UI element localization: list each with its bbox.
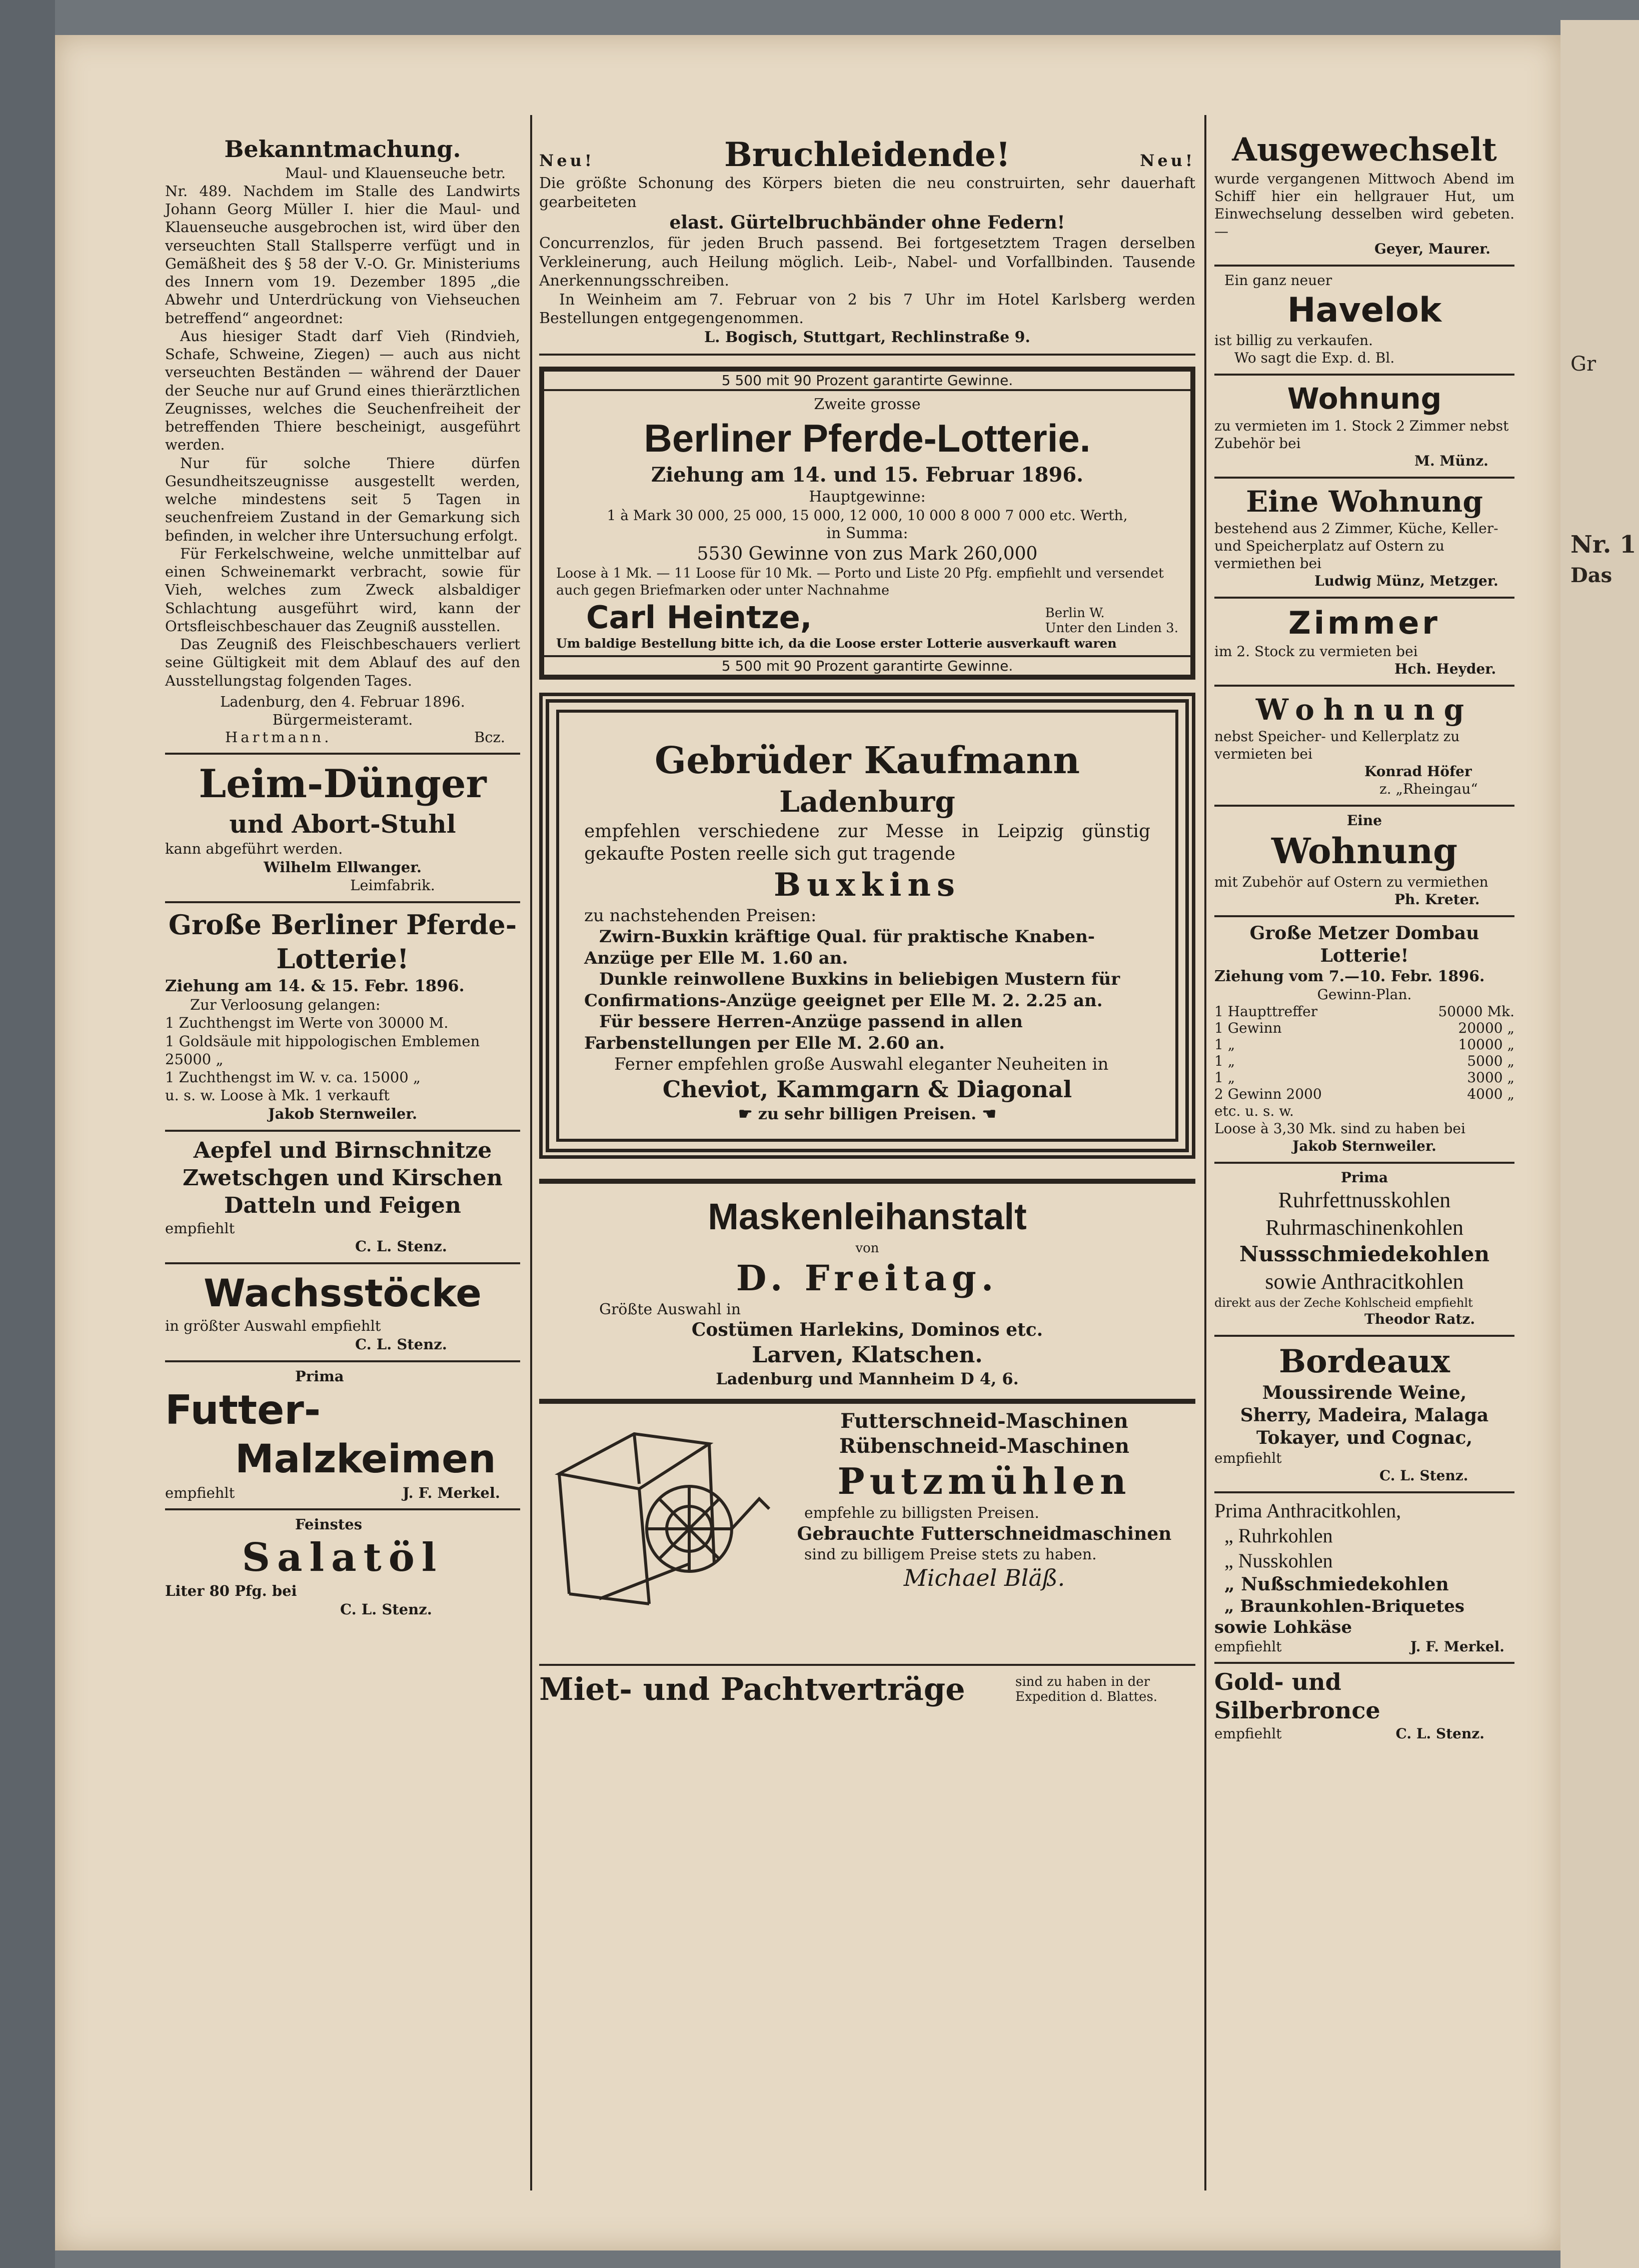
lottery-subhead: Hauptgewinne:	[809, 488, 926, 506]
ad-firm: Leimfabrik.	[350, 876, 435, 894]
ad-cheap: zu sehr billigen Preisen.	[758, 1104, 977, 1124]
ad-title: Leim-Dünger	[199, 761, 487, 807]
notice-signer: Hartmann.	[225, 729, 332, 746]
ad-name: J. F. Merkel.	[1410, 1638, 1504, 1655]
lottery-total: 5530 Gewinne von zus Mark 260,000	[697, 544, 1038, 564]
wohnung-ad-3	[1214, 687, 1514, 807]
ad-title: Zwetschgen und Kirschen	[183, 1165, 503, 1191]
ad-text: Eine	[1346, 812, 1382, 829]
ad-text: zu nachstehenden Preisen:	[584, 905, 817, 926]
column-right	[1214, 115, 1514, 1742]
ad-text: sowie Lohkäse	[1214, 1617, 1352, 1637]
ad-title: Ruhrfettnusskohlen	[1278, 1188, 1451, 1212]
ad-text: Concurrenzlos, für jeden Bruch passend. Bei fortgesetztem Tragen derselben Verkleinerung, auch Heilung möglich. Leib-, Nabel- und Vorfallbinden. Tausende Anerkennungsschreiben.	[539, 235, 1195, 290]
prize-value: 3000 „	[1467, 1069, 1514, 1086]
ad-title: Nussschmiedekohlen	[1239, 1242, 1490, 1266]
ad-title: Ruhrmaschinenkohlen	[1265, 1215, 1463, 1240]
lottery-street: Unter den Linden 3.	[1045, 620, 1178, 636]
ad-name: M. Münz.	[1414, 452, 1488, 469]
pointing-hand-icon: ☛	[738, 1104, 758, 1124]
ad-text: kann abgeführt werden.	[165, 840, 343, 858]
ad-subtitle: elast. Gürtelbruchbänder ohne Federn!	[669, 212, 1065, 233]
notice-paragraph: Aus hiesiger Stadt darf Vieh (Rindvieh, Schafe, Schweine, Ziegen) — auch aus nicht verseuchten Beständen — während der Dauer der Seuche nur auf Grund eines thierärztlichen Zeugnisses, welches die Seuchenfreiheit der betreffenden Thiere bescheinigt, ausgeführt werden.	[165, 327, 520, 454]
silberbronce-ad	[1214, 1664, 1514, 1742]
prize-value: 10000 „	[1458, 1036, 1514, 1053]
ad-fabrics: Cheviot, Kammgarn & Diagonal	[662, 1075, 1072, 1103]
ad-text: „ Ruhrkohlen	[1224, 1524, 1333, 1547]
ad-text: empfehlen verschiedene zur Messe in Leipzig günstig gekaufte Posten reelle sich gut tragende	[584, 821, 1150, 864]
ad-name: C. L. Stenz.	[355, 1238, 447, 1255]
wohnung-ad-1	[1214, 376, 1514, 479]
wohnung-ad-4	[1214, 807, 1514, 917]
ad-name: Michael Bläß.	[903, 1564, 1065, 1592]
ad-title: Rübenschneid-Maschinen	[839, 1434, 1130, 1458]
ad-text: Tokayer, und Cognac,	[1256, 1427, 1473, 1448]
column-left	[165, 115, 520, 1618]
ad-draw: Ziehung vom 7.—10. Febr. 1896.	[1214, 967, 1485, 985]
ad-title: Aepfel und Birnschnitze	[193, 1137, 492, 1163]
prize-label: 1 „	[1214, 1036, 1235, 1053]
ad-text: Die größte Schonung des Körpers bieten die neu construirten, sehr dauerhaft gearbeiteten	[539, 175, 1195, 211]
ad-title: Wachsstöcke	[204, 1271, 482, 1316]
fragment-text: Gr	[1570, 353, 1596, 376]
ad-title: Malzkeimen	[235, 1437, 496, 1482]
ad-price-item: Für bessere Herren-Anzüge passend in allen Farbenstellungen per Elle M. 2.60 an.	[584, 1012, 1023, 1053]
ad-text: u. s. w. Loose à Mk. 1 verkauft	[165, 1087, 390, 1104]
fragment-text: Nr. 1	[1570, 531, 1636, 559]
ad-text: nebst Speicher- und Kellerplatz zu vermieten bei	[1214, 728, 1460, 762]
ad-text: Costümen Harlekins, Dominos etc.	[691, 1319, 1043, 1341]
ad-neu: Neu!	[1140, 151, 1195, 170]
ad-prima: Prima	[1340, 1169, 1388, 1186]
ad-text: direkt aus der Zeche Kohlscheid empfiehlt	[1214, 1295, 1473, 1310]
ad-name: J. F. Merkel.	[402, 1484, 500, 1501]
prize-value: 20000 „	[1458, 1020, 1514, 1036]
lottery-text: Loose à 1 Mk. — 11 Loose für 10 Mk. — Porto und Liste 20 Pfg. empfiehlt und versendet auch gegen Briefmarken oder unter Nachnahme	[556, 566, 1164, 598]
notice-title: Bekanntmachung.	[224, 136, 461, 163]
ad-subtitle: und Abort-Stuhl	[229, 809, 456, 839]
ad-text: 1 Zuchthengst im W. v. ca. 15000 „	[165, 1069, 421, 1086]
ad-text: In Weinheim am 7. Februar von 2 bis 7 Uhr im Hotel Karlsberg werden Bestellungen entgegengenommen.	[539, 291, 1195, 327]
prize-row	[1214, 1069, 1514, 1086]
ad-name: C. L. Stenz.	[355, 1335, 447, 1353]
ad-footer	[1214, 1638, 1514, 1655]
ad-title: Bordeaux	[1278, 1342, 1450, 1380]
ad-text: „ Nußschmiedekohlen	[1224, 1573, 1449, 1595]
column-rule	[530, 115, 532, 2190]
ad-name: C. L. Stenz.	[340, 1600, 432, 1618]
ad-price-item: Dunkle reinwollene Buxkins in beliebigen Mustern für Confirmations-Anzüge geeignet per Elle M. 2. 2.25 an.	[584, 969, 1120, 1011]
maschinen-text	[774, 1409, 1194, 1593]
ad-text: Sherry, Madeira, Malaga	[1240, 1404, 1489, 1426]
ad-title: Große Metzer Dombau Lotterie!	[1249, 922, 1479, 966]
ad-title: Futter-	[165, 1387, 321, 1433]
ad-name: Konrad Höfer	[1364, 763, 1472, 780]
lottery-banner: 5 500 mit 90 Prozent garantirte Gewinne.	[544, 372, 1190, 391]
ad-name: Theodor Ratz.	[1364, 1310, 1475, 1327]
ad-text: 1 Goldsäule mit hippologischen Emblemen 25000 „	[165, 1032, 480, 1068]
ad-footer	[165, 1484, 520, 1501]
lottery-body	[544, 391, 1190, 655]
ad-title: Bruchleidende!	[724, 135, 1011, 174]
column-middle	[539, 115, 1195, 1707]
ad-title: Wohnung	[1255, 692, 1473, 727]
ad-draw: Ziehung am 14. & 15. Febr. 1896.	[165, 976, 465, 995]
ad-name: Ph. Kreter.	[1394, 891, 1480, 908]
leim-duenger-ad	[165, 755, 520, 903]
bordeaux-ad	[1214, 1337, 1514, 1493]
ad-title: Gold- und Silberbronce	[1214, 1668, 1380, 1724]
ad-title: Datteln und Feigen	[224, 1192, 461, 1218]
ad-city: Ladenburg	[779, 785, 955, 819]
ad-text: empfiehlt	[165, 1219, 235, 1237]
ad-text: sind zu haben in der Expedition d. Blattes.	[1015, 1674, 1158, 1704]
ad-footer	[1214, 1725, 1514, 1742]
lottery-note: Um baldige Bestellung bitte ich, da die Loose erster Lotterie ausverkauft waren	[556, 636, 1117, 651]
lottery-firm: Carl Heintze,	[586, 599, 812, 636]
lottery-banner: 5 500 mit 90 Prozent garantirte Gewinne.	[544, 655, 1190, 675]
ad-name: L. Bogisch, Stuttgart, Rechlinstraße 9.	[704, 328, 1030, 346]
ad-name: Jakob Sternweiler.	[268, 1105, 418, 1122]
ad-text: bestehend aus 2 Zimmer, Küche, Keller- und Speicherplatz auf Ostern zu vermiethen bei	[1214, 520, 1498, 572]
ad-title: Wohnung	[1271, 830, 1458, 872]
prize-table	[1214, 1003, 1514, 1102]
berliner-lotterie-ad	[539, 367, 1195, 680]
binding-background	[0, 0, 55, 2268]
futter-malzkeimen-ad	[165, 1362, 520, 1510]
prize-row	[1214, 1003, 1514, 1020]
notice-paragraph: Für Ferkelschweine, welche unmittelbar auf einen Schweinemarkt verbracht, sowie für Vieh, welches zum Zweck alsbaldiger Schlachtung ausgeführt wird, kann der Ortsfleischbeschauer das Zeugniß ausstellen.	[165, 545, 520, 635]
ad-title: Maskenleihanstalt	[708, 1196, 1027, 1238]
notice-paragraph: Das Zeugniß des Fleischbeschauers verliert seine Gültigkeit mit dem Ablauf des auf den Ausstellungstag folgenden Tages.	[165, 636, 520, 689]
ad-text: Ladenburg und Mannheim D 4, 6.	[716, 1369, 1019, 1389]
ad-title: Futterschneid-Maschinen	[840, 1409, 1128, 1433]
ad-title: Gebrüder Kaufmann	[654, 739, 1080, 782]
prize-label: 2 Gewinn 2000	[1214, 1086, 1322, 1102]
ad-title: Große Berliner Pferde-Lotterie!	[168, 909, 517, 975]
lottery-summa: in Summa:	[826, 524, 908, 542]
salatoel-ad	[165, 1510, 520, 1618]
ad-text: empfiehlt	[1214, 1725, 1282, 1742]
lottery-city: Berlin W.	[1045, 605, 1105, 621]
wohnung-ad-2	[1214, 479, 1514, 599]
metz-lotterie-ad	[1214, 917, 1514, 1164]
ad-title: Salatöl	[242, 1534, 444, 1580]
ad-name: C. L. Stenz.	[1379, 1467, 1468, 1484]
ad-text: Moussirende Weine,	[1262, 1382, 1467, 1403]
ad-text: Ferner empfehlen große Auswahl eleganter Neuheiten in	[614, 1054, 1109, 1075]
kaufmann-ad	[539, 693, 1195, 1159]
ad-text: empfiehlt	[1214, 1638, 1282, 1655]
ad-text: etc. u. s. w.	[1214, 1103, 1294, 1119]
ad-text: Ein ganz neuer	[1224, 272, 1332, 289]
prize-label: 1 Gewinn	[1214, 1020, 1282, 1036]
notice-subject: Maul- und Klauenseuche betr.	[285, 164, 506, 182]
maschinen-ad	[539, 1404, 1195, 1666]
zimmer-ad	[1214, 599, 1514, 687]
ad-text: empfiehlt	[1214, 1449, 1282, 1466]
notice-office: Bürgermeisteramt.	[272, 711, 413, 728]
ad-title: Zimmer	[1288, 605, 1441, 641]
ad-text: „ Braunkohlen-Briquetes	[1224, 1596, 1465, 1616]
havelok-ad	[1214, 267, 1514, 376]
ad-prima: Feinstes	[295, 1515, 363, 1533]
ad-text: von	[855, 1240, 879, 1256]
ad-name: C. L. Stenz.	[1395, 1725, 1484, 1742]
next-page-fragment	[1570, 350, 1636, 590]
ad-header	[539, 135, 1195, 174]
ad-name: Jakob Sternweiler.	[1292, 1138, 1436, 1154]
ad-text: Wo sagt die Exp. d. Bl.	[1234, 350, 1395, 366]
masken-ad	[539, 1179, 1195, 1404]
ad-text: Loose à 3,30 Mk. sind zu haben bei	[1214, 1120, 1465, 1137]
ad-prima: Prima	[295, 1367, 344, 1385]
kohlen-ad-2	[1214, 1493, 1514, 1664]
aepfel-ad	[165, 1132, 520, 1265]
lottery-firm-row	[556, 599, 1178, 636]
ad-text: mit Zubehör auf Ostern zu vermiethen	[1214, 873, 1488, 890]
lottery-lead: Zweite grosse	[814, 396, 921, 413]
ad-text: Gewinn-Plan.	[1317, 986, 1412, 1003]
ausgewechselt-ad	[1214, 115, 1514, 267]
ad-text: 1 Zuchthengst im Werte von 30000 M.	[165, 1014, 449, 1032]
ad-text: Liter 80 Pfg. bei	[165, 1582, 297, 1600]
notice-date: Ladenburg, den 4. Februar 1896.	[220, 693, 465, 710]
prize-row	[1214, 1053, 1514, 1069]
prize-value: 4000 „	[1467, 1086, 1514, 1102]
notice-signer-note: Bcz.	[474, 729, 505, 746]
ad-product: Buxkins	[774, 866, 961, 904]
ad-price-item: Zwirn-Buxkin kräftige Qual. für praktische Knaben-Anzüge per Elle M. 1.60 an.	[584, 927, 1095, 968]
notice-paragraph: Nr. 489. Nachdem im Stalle des Landwirts Johann Georg Müller I. hier die Maul- und Klauenseuche ausgebrochen ist, wird über den verseuchten Stall Stallsperre verfügt und in Gemäßheit des § 58 der V.-O. Gr. Ministeriums des Innern vom 19. Dezember 1895 „die Abwehr und Unterdrückung von Viehseuchen betreffend“ angeordnet:	[165, 182, 520, 327]
prize-row	[1214, 1020, 1514, 1036]
ad-name: Ludwig Münz, Metzger.	[1314, 573, 1498, 589]
ad-title: Eine Wohnung	[1246, 484, 1483, 519]
ad-text: sind zu billigem Preise stets zu haben.	[804, 1545, 1097, 1563]
ad-text	[584, 1104, 1150, 1124]
prize-row	[1214, 1036, 1514, 1053]
ad-text: Larven, Klatschen.	[752, 1342, 983, 1368]
ad-address: z. „Rheingau“	[1379, 781, 1478, 797]
prize-row	[1214, 1086, 1514, 1102]
bekanntmachung-notice	[165, 115, 520, 755]
ad-text: im 2. Stock zu vermieten bei	[1214, 643, 1418, 660]
ad-title: Havelok	[1287, 291, 1442, 330]
ad-text: Prima Anthracitkohlen,	[1214, 1499, 1401, 1522]
ad-title: Wohnung	[1287, 382, 1442, 416]
ad-name: Geyer, Maurer.	[1374, 241, 1491, 257]
pferde-lotterie-ad	[165, 903, 520, 1132]
column-rule	[1204, 115, 1206, 2190]
ad-title: Putzmühlen	[837, 1460, 1131, 1503]
ad-neu: Neu!	[539, 151, 595, 170]
ad-text: empfehle zu billigsten Preisen.	[804, 1504, 1039, 1522]
ad-text: empfiehlt	[165, 1484, 235, 1501]
ad-name: Hch. Heyder.	[1394, 660, 1496, 677]
ad-text: zu vermieten im 1. Stock 2 Zimmer nebst Zubehör bei	[1214, 417, 1509, 452]
prize-value: 50000 Mk.	[1438, 1003, 1514, 1020]
notice-paragraph: Nur für solche Thiere dürfen Gesundheitszeugnisse ausgestellt werden, welche mindestens seit 5 Tagen in seuchenfreiem Zustand in der Gemarkung sich befinden, in welcher ihre Untersuchung erfolgt.	[165, 454, 520, 544]
ad-name: D. Freitag.	[736, 1257, 999, 1299]
ad-title: Miet- und Pachtverträge	[539, 1671, 965, 1708]
kohlen-ad	[1214, 1164, 1514, 1337]
notice-signature	[165, 729, 520, 746]
fragment-text: Das	[1570, 564, 1612, 588]
ad-title: sowie Anthracitkohlen	[1265, 1269, 1464, 1294]
lottery-values: 1 à Mark 30 000, 25 000, 15 000, 12 000, 10 000 8 000 7 000 etc. Werth,	[607, 507, 1128, 524]
ad-text: Gebrauchte Futterschneidmaschinen	[797, 1523, 1172, 1544]
ad-text: „ Nusskohlen	[1224, 1549, 1333, 1572]
prize-label: 1 „	[1214, 1069, 1235, 1086]
lottery-draw: Ziehung am 14. und 15. Februar 1896.	[651, 463, 1084, 487]
mietvertraege-ad	[539, 1666, 1195, 1707]
ad-text: in größter Auswahl empfiehlt	[165, 1317, 381, 1335]
ad-text: Größte Auswahl in	[599, 1300, 741, 1318]
pointing-hand-icon: ☚	[976, 1104, 997, 1124]
machine-illustration	[539, 1414, 774, 1614]
bruchleidende-ad	[539, 115, 1195, 356]
ad-text: ist billig zu verkaufen.	[1214, 332, 1373, 349]
prize-label: 1 „	[1214, 1053, 1235, 1069]
ad-name: Wilhelm Ellwanger.	[264, 858, 422, 876]
wachsstoecke-ad	[165, 1264, 520, 1362]
prize-label: 1 Haupttreffer	[1214, 1003, 1318, 1020]
ad-text: wurde vergangenen Mittwoch Abend im Schiff hier ein hellgrauer Hut, um Einwechselung desselben wird gebeten. —	[1214, 171, 1514, 240]
ad-title: Ausgewechselt	[1232, 131, 1497, 169]
lottery-address	[1045, 606, 1178, 636]
ad-text: Zur Verloosung gelangen:	[190, 996, 381, 1013]
lottery-title: Berliner Pferde-Lotterie.	[644, 416, 1091, 460]
prize-value: 5000 „	[1467, 1053, 1514, 1069]
